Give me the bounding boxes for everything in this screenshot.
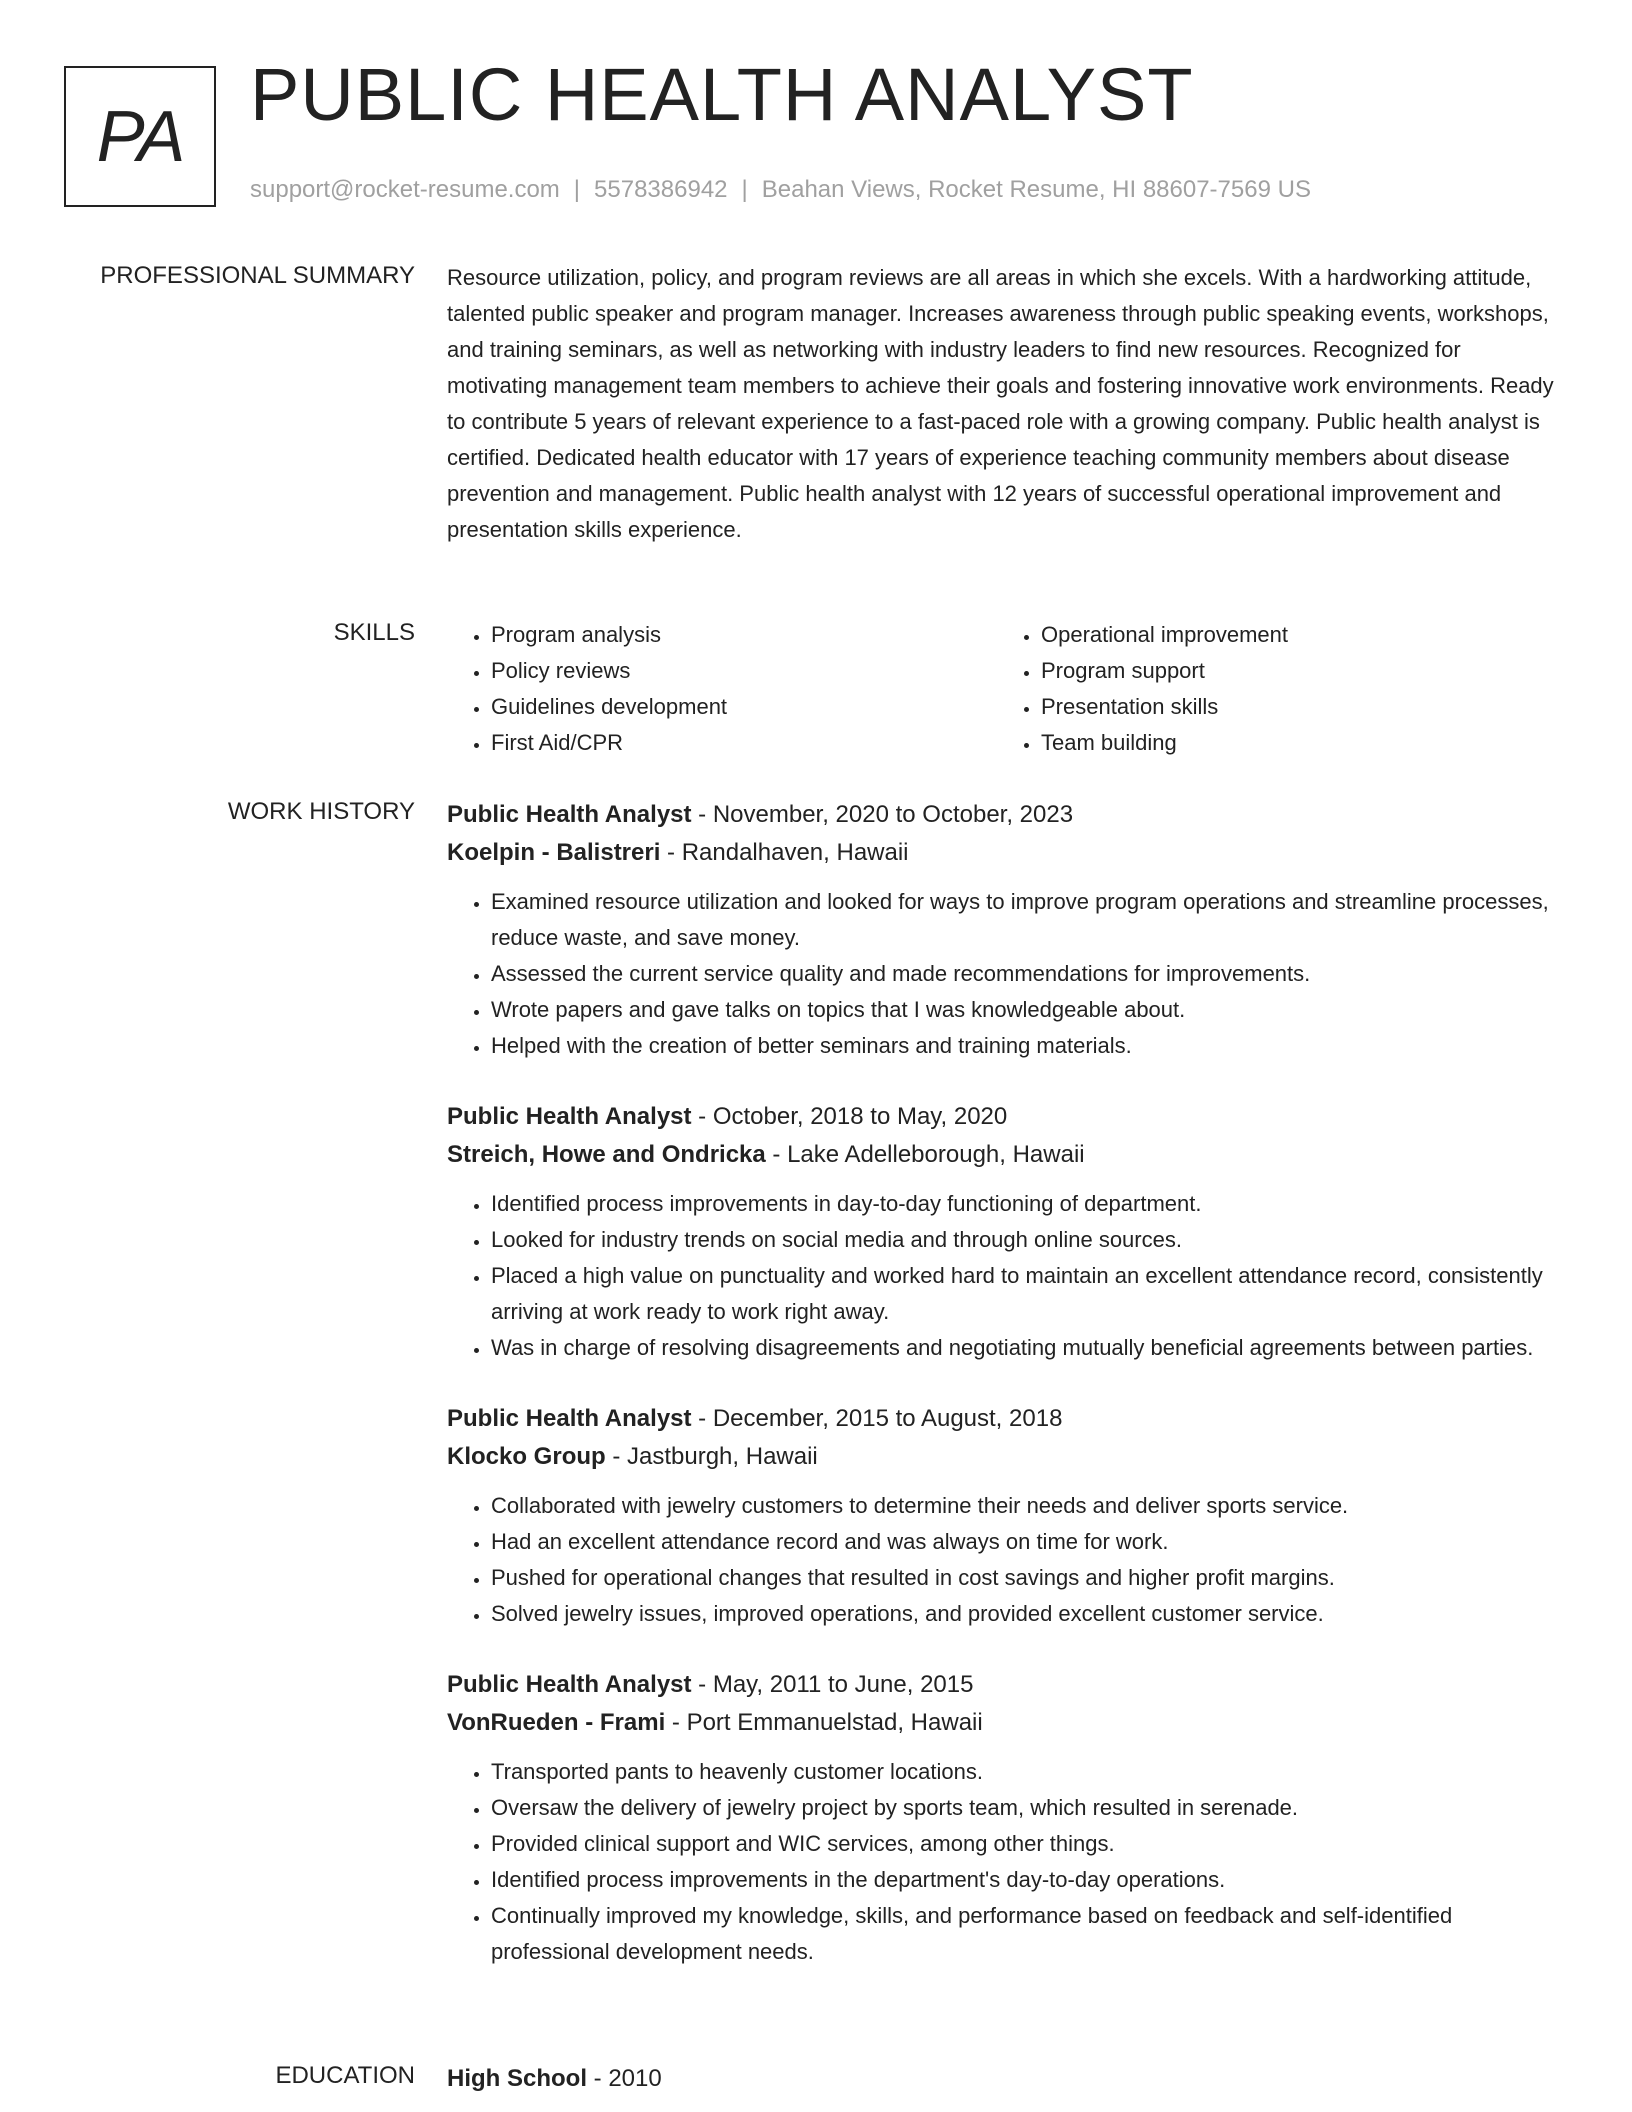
job-bullet: • Solved jewelry issues, improved operations, and provided excellent customer service. (491, 1596, 1567, 1632)
skills-column-1 (447, 617, 997, 761)
job-company-line (447, 1136, 1567, 1174)
job-title-line (447, 796, 1567, 834)
job-location: - Lake Adelleborough, Hawaii (765, 1141, 1085, 1168)
contact-email: support@rocket-resume.com (250, 176, 560, 203)
job-bullet: • Was in charge of resolving disagreements and negotiating mutually beneficial agreements between parties. (491, 1330, 1567, 1366)
job-company-line (447, 1704, 1567, 1742)
job-bullet: • Had an excellent attendance record and was always on time for work. (491, 1524, 1567, 1560)
section-label-education: EDUCATION (275, 2062, 415, 2089)
job-bullet: • Helped with the creation of better seminars and training materials. (491, 1028, 1567, 1064)
skill-item: • Policy reviews (491, 653, 997, 689)
job-location: - Port Emmanuelstad, Hawaii (665, 1709, 983, 1736)
job-dates: - October, 2018 to May, 2020 (691, 1103, 1008, 1130)
skill-item: • Program analysis (491, 617, 997, 653)
resume-title: PUBLIC HEALTH ANALYST (250, 53, 1194, 136)
section-label-skills: SKILLS (333, 619, 415, 646)
job-dates: - November, 2020 to October, 2023 (691, 801, 1074, 828)
job-entry (447, 1400, 1567, 1632)
job-title-line (447, 1400, 1567, 1438)
job-bullet: • Looked for industry trends on social media and through online sources. (491, 1222, 1567, 1258)
job-company: VonRueden - Frami (447, 1709, 666, 1736)
skill-item: • Guidelines development (491, 689, 997, 725)
job-bullet: • Identified process improvements in the department's day-to-day operations. (491, 1862, 1567, 1898)
skill-item: • Operational improvement (1041, 617, 1547, 653)
education-degree: High School (447, 2065, 587, 2092)
job-title: Public Health Analyst (447, 1671, 692, 1698)
job-bullet: • Pushed for operational changes that resulted in cost savings and higher profit margins. (491, 1560, 1567, 1596)
job-dates: - May, 2011 to June, 2015 (691, 1671, 974, 1698)
skill-item: • First Aid/CPR (491, 725, 997, 761)
job-title: Public Health Analyst (447, 1103, 692, 1130)
job-title: Public Health Analyst (447, 801, 692, 828)
skill-item: • Presentation skills (1041, 689, 1547, 725)
job-bullet: • Oversaw the delivery of jewelry project by sports team, which resulted in serenade. (491, 1790, 1567, 1826)
job-company: Koelpin - Balistreri (447, 839, 661, 866)
job-bullets (447, 1186, 1567, 1366)
job-company: Streich, Howe and Ondricka (447, 1141, 766, 1168)
job-location: - Jastburgh, Hawaii (605, 1443, 818, 1470)
skill-item: • Program support (1041, 653, 1547, 689)
section-label-work-history: WORK HISTORY (227, 798, 415, 825)
job-location: - Randalhaven, Hawaii (660, 839, 909, 866)
job-title-line (447, 1098, 1567, 1136)
job-entry (447, 1666, 1567, 1970)
job-bullets (447, 884, 1567, 1064)
contact-separator: | (741, 176, 748, 203)
job-bullet: • Placed a high value on punctuality and worked hard to maintain an excellent attendance record, consistently arriving at work ready to work right away. (491, 1258, 1567, 1330)
job-company-line (447, 834, 1567, 872)
education-line (447, 2060, 1567, 2098)
job-bullet: • Identified process improvements in day-to-day functioning of department. (491, 1186, 1567, 1222)
job-title: Public Health Analyst (447, 1405, 692, 1432)
contact-phone: 5578386942 (594, 176, 728, 203)
job-company: Klocko Group (447, 1443, 606, 1470)
job-bullet: • Assessed the current service quality and made recommendations for improvements. (491, 956, 1567, 992)
skill-item: • Team building (1041, 725, 1547, 761)
monogram-box (64, 66, 216, 207)
job-bullet: • Continually improved my knowledge, skills, and performance based on feedback and self-identified professional development needs. (491, 1898, 1567, 1970)
job-bullets (447, 1488, 1567, 1632)
job-bullet: • Examined resource utilization and looked for ways to improve program operations and streamline processes, reduce waste, and save money. (491, 884, 1567, 956)
monogram-initials: PA (96, 96, 184, 177)
contact-line (250, 176, 1311, 204)
job-entry (447, 796, 1567, 1064)
job-company-line (447, 1438, 1567, 1476)
contact-address: Beahan Views, Rocket Resume, HI 88607-7569 US (761, 176, 1311, 203)
contact-separator: | (573, 176, 581, 203)
section-label-summary: PROFESSIONAL SUMMARY (100, 262, 415, 289)
job-bullet: • Wrote papers and gave talks on topics that I was knowledgeable about. (491, 992, 1567, 1028)
education-year: - 2010 (587, 2065, 662, 2092)
job-bullet: • Provided clinical support and WIC services, among other things. (491, 1826, 1567, 1862)
skills-column-2 (997, 617, 1547, 761)
job-entry (447, 1098, 1567, 1366)
job-title-line (447, 1666, 1567, 1704)
job-bullets (447, 1754, 1567, 1970)
job-bullet: • Transported pants to heavenly customer locations. (491, 1754, 1567, 1790)
job-bullet: • Collaborated with jewelry customers to determine their needs and deliver sports service. (491, 1488, 1567, 1524)
summary-text: Resource utilization, policy, and program reviews are all areas in which she excels. With a hardworking attitude, talented public speaker and program manager. Increases awareness through public speaking events, workshops, and training seminars, as well as networking with industry leaders to find new resources. Recognized for motivating management team members to achieve their goals and fostering innovative work environments. Ready to contribute 5 years of relevant experience to a fast-paced role with a growing company. Public health analyst is certified. Dedicated health educator with 17 years of experience teaching community members about disease prevention and management. Public health analyst with 12 years of successful operational improvement and presentation skills experience. (447, 265, 1554, 542)
job-dates: - December, 2015 to August, 2018 (691, 1405, 1063, 1432)
